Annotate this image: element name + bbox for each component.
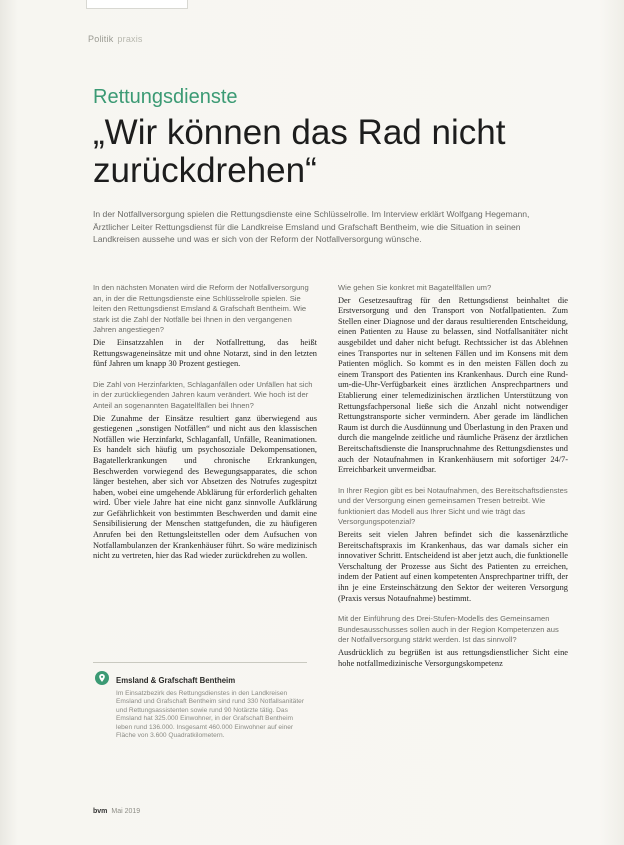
section-sub: praxis xyxy=(117,34,143,44)
left-column xyxy=(93,283,317,572)
interview-question: Mit der Einführung des Drei-Stufen-Modells des Gemeinsamen Bundesausschusses sollen auch in der Region Kompetenzen aus der Notfallversorgung stärkt werden. Ist das sinnvoll? xyxy=(338,614,559,645)
footer-brand: bvm xyxy=(93,808,108,815)
info-box xyxy=(93,662,307,771)
interview-answer: Die Einsatzzahlen in der Notfallrettung, das heißt Rettungswageneinsätze mit und ohne Notarzt, sind in den letzten fünf Jahren um knapp 30 Prozent gestiegen. xyxy=(93,337,317,369)
section-label: Politik xyxy=(88,34,114,44)
interview-answer: Der Gesetzesauftrag für den Rettungsdienst beinhaltet die Erstversorgung und den Transport von Notfallpatienten. Zum Stellen einer Diagnose und der daraus resultierenden Entscheidung, einen Patienten zu Hause zu belassen, sind Notfallsanitäter nicht ausgebildet und daher nicht befugt. Rechtssicher ist das Ablehnen eines Transportes nur in seltenen Fällen und im Konsens mit dem Patienten möglich. So kommt es in den meisten Fällen doch zu einem Transport des Patienten ins Krankenhaus. Durch eine Rund-um-die-Uhr-Verfügbarkeit eines ärztlichen Ansprechpartners und Etablierung einer telemedizinischen ärztlichen Unterstützung von Rettungsfachpersonal ließe sich die Anzahl nicht notwendiger Rettungstransporte sicher vermindern. Aber gerade im ländlichen Raum ist durch die Ausdünnung und Überlastung in den Praxen und durch die mangelnde zeitliche und räumliche Präsenz der ärztlichen Bereitschaftsdienste die Inanspruchnahme des Rettungsdienstes und auch der Notaufnahmen in Krankenhäusern mit sofortiger 24/7-Erreichbarkeit unvermeidbar. xyxy=(338,295,568,475)
page-tab xyxy=(86,0,188,9)
interview-question: Wie gehen Sie konkret mit Bagatellfällen um? xyxy=(338,283,492,292)
interview-answer: Die Zunahme der Einsätze resultiert ganz überwiegend aus gestiegenen „sonstigen Notfällen“ und nicht aus den klassischen Notfällen wie Herzinfarkt, Schlaganfall, Unfälle, Reanimationen. Es handelt sich häufig um psychosoziale Dekompensationen, Bagatellerkrankungen und chronische Erkrankungen, Beschwerden vorwiegend des Bewegungsapparates, die schon länger bestehen, aber sich vor Absetzen des Notrufes zugespitzt haben, wobei eine umgehende Abklärung für erforderlich gehalten wird. Über viele Jahre hat eine nicht ganz sinnvolle Aufklärung zur Gefährlichkeit von bestimmten Beschwerden und damit eine Sensibilisierung der Menschen stattgefunden, die zu häufigeren Anrufen bei den Rettungsleitstellen oder dem Aufsuchen von Notfallambulanzen der Krankenhäuser führt. So wäre medizinisch nicht zu vertreten, hier das Rad wieder zurückdrehen zu wollen. xyxy=(93,413,317,561)
right-column xyxy=(338,283,568,679)
footer-issue: Mai 2019 xyxy=(111,808,141,815)
location-pin-icon xyxy=(95,671,109,685)
article-intro: In der Notfallversorgung spielen die Rettungsdienste eine Schlüsselrolle. Im Interview erklärt Wolfgang Hegemann, Ärztlicher Leiter Rettungsdienst für die Landkreise Emsland und Grafschaft Bentheim, wie die Situation in seinen Landkreisen aussehe und was er sich von der Reform der Notfallversorgung wünsche. xyxy=(93,209,530,244)
article-headline: „Wir können das Rad nicht zurückdrehen“ xyxy=(93,113,506,190)
interview-question: In Ihrer Region gibt es bei Notaufnahmen, des Bereitschaftsdienstes und der Versorgung einen gemeinsamen Tresen betreibt. Wie funktioniert das Modell aus Ihrer Sicht und wie trägt das Versorgungspotenzial? xyxy=(338,485,568,527)
page-footer xyxy=(93,808,140,815)
info-box-title: Emsland & Grafschaft Bentheim xyxy=(116,676,236,685)
interview-question: In den nächsten Monaten wird die Reform der Notfallversorgung an, in der die Rettungsdienste eine Schlüsselrolle spielen. Sie leiten den Rettungsdienst Emsland & Grafschaft Bentheim. Wie stark ist die Zahl der Notfälle bei Ihnen in den vergangenen Jahren angestiegen? xyxy=(93,283,309,335)
section-tag xyxy=(88,34,143,44)
info-box-text: Im Einsatzbezirk des Rettungsdienstes in den Landkreisen Emsland und Grafschaft Bentheim sind rund 330 Notfallsanitäter und Rettungsassistenten sowie rund 90 Notärzte tätig. Das Emsland hat 325.000 Einwohner, in der Grafschaft Bentheim leben rund 136.000. Insgesamt 460.000 Einwohner auf einer Fläche von 3.600 Quadratkilometern. xyxy=(116,690,305,740)
interview-answer: Ausdrücklich zu begrüßen ist aus rettungsdienstlicher Sicht eine hohe notfallmedizinische Versorgungskompetenz xyxy=(338,648,568,668)
interview-answer: Bereits seit vielen Jahren befindet sich die kassenärztliche Bereitschaftspraxis im Krankenhaus, das war damals sicher ein innovativer Schritt. Entscheidend ist aber jetzt auch, die funktionelle Verschaltung der Prozesse aus Sicht des Patienten zu erreichen, indem der Patient auf einen kompetenten Ansprechpartner trifft, der ihn je eine Ersteinschätzung den Sektor der weiteren Versorgung (Praxis versus Notaufnahme) bestimmt. xyxy=(338,530,568,603)
interview-question: Die Zahl von Herzinfarkten, Schlaganfällen oder Unfällen hat sich in der zurückliegenden Jahren kaum verändert. Wie hoch ist der Anteil an sogenannten Bagatellfällen bei Ihnen? xyxy=(93,379,313,410)
article-kicker: Rettungsdienste xyxy=(93,86,238,108)
